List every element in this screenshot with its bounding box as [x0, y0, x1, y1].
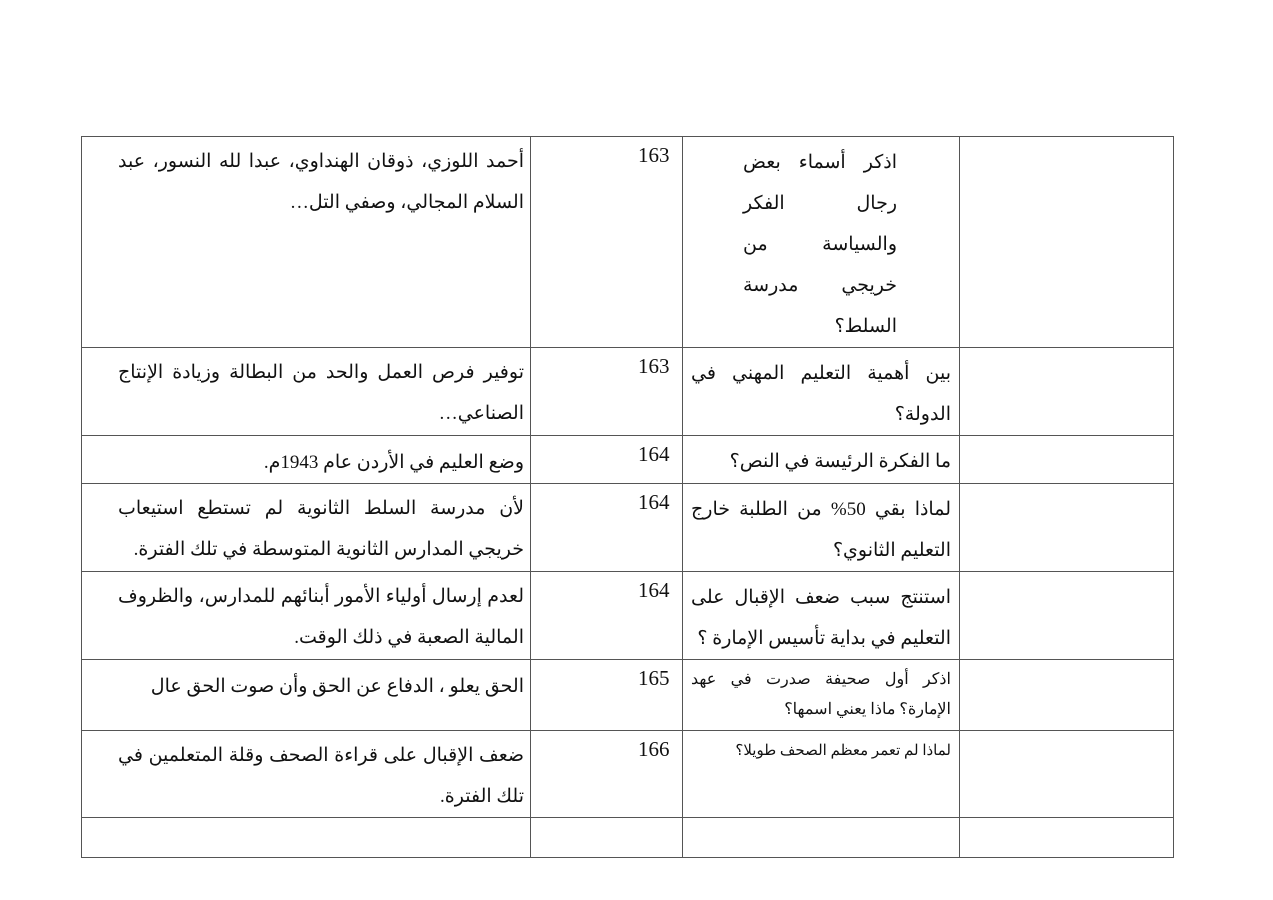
page-cell — [531, 137, 683, 348]
page-number: 164 — [638, 490, 670, 514]
number-cell — [960, 484, 1174, 572]
answer-cell — [82, 484, 531, 572]
answer-text: الحق يعلو ، الدفاع عن الحق وأن صوت الحق عال — [150, 676, 524, 697]
page-cell — [531, 436, 683, 484]
question-text: لماذا لم تعمر معظم الصحف طويلا؟ — [735, 743, 951, 759]
answer-text: وضع العليم في الأردن عام 1943م. — [263, 452, 524, 473]
questions-answers-table — [81, 136, 1174, 858]
number-cell — [960, 731, 1174, 818]
empty-table-row — [82, 818, 1174, 858]
empty-cell — [960, 818, 1174, 858]
page-cell — [531, 660, 683, 731]
worksheet-page — [81, 136, 1173, 858]
answer-cell — [82, 436, 531, 484]
answer-text: توفير فرص العمل والحد من البطالة وزيادة الإنتاج الصناعي… — [118, 362, 524, 424]
answer-cell — [82, 660, 531, 731]
page-cell — [531, 731, 683, 818]
empty-cell — [683, 818, 960, 858]
question-cell — [683, 348, 960, 436]
question-cell — [683, 660, 960, 731]
page-number: 164 — [638, 578, 670, 602]
table-row — [82, 484, 1174, 572]
question-text: اذكر أول صحيفة صدرت في عهد الإمارة؟ ماذا يعني اسمها؟ — [691, 671, 951, 718]
question-cell — [683, 731, 960, 818]
answer-cell — [82, 572, 531, 660]
table-row — [82, 572, 1174, 660]
table-row — [82, 436, 1174, 484]
page-cell — [531, 484, 683, 572]
question-cell — [683, 572, 960, 660]
table-row — [82, 731, 1174, 818]
answer-text: ضعف الإقبال على قراءة الصحف وقلة المتعلمين في تلك الفترة. — [118, 745, 524, 807]
page-number: 163 — [638, 143, 670, 167]
answer-text: أحمد اللوزي، ذوقان الهنداوي، عبدا لله النسور، عبد السلام المجالي، وصفي التل… — [118, 151, 524, 213]
page-number: 165 — [638, 666, 670, 690]
page-number: 163 — [638, 354, 670, 378]
number-cell — [960, 572, 1174, 660]
answer-cell — [82, 348, 531, 436]
page-number: 166 — [638, 737, 670, 761]
question-text: ما الفكرة الرئيسة في النص؟ — [729, 451, 951, 472]
page-cell — [531, 572, 683, 660]
question-cell — [683, 137, 960, 348]
empty-cell — [531, 818, 683, 858]
page-cell — [531, 348, 683, 436]
table-row — [82, 348, 1174, 436]
empty-cell — [82, 818, 531, 858]
table-row — [82, 660, 1174, 731]
question-cell — [683, 436, 960, 484]
answer-cell — [82, 137, 531, 348]
number-cell — [960, 348, 1174, 436]
table-row — [82, 137, 1174, 348]
question-text: بين أهمية التعليم المهني في الدولة؟ — [691, 363, 951, 425]
answer-cell — [82, 731, 531, 818]
number-cell — [960, 436, 1174, 484]
answer-text: لأن مدرسة السلط الثانوية لم تستطع استيعاب خريجي المدارس الثانوية المتوسطة في تلك الفترة. — [118, 498, 524, 560]
question-text: لماذا بقي 50% من الطلبة خارج التعليم الثانوي؟ — [691, 499, 951, 561]
page-number: 164 — [638, 442, 670, 466]
question-cell — [683, 484, 960, 572]
number-cell — [960, 137, 1174, 348]
question-text: استنتج سبب ضعف الإقبال على التعليم في بداية تأسيس الإمارة ؟ — [691, 587, 951, 649]
question-text: اذكر أسماء بعض رجال الفكر والسياسة من خريجي مدرسة السلط؟ — [743, 152, 897, 337]
number-cell — [960, 660, 1174, 731]
answer-text: لعدم إرسال أولياء الأمور أبنائهم للمدارس، والظروف المالية الصعبة في ذلك الوقت. — [118, 586, 524, 648]
